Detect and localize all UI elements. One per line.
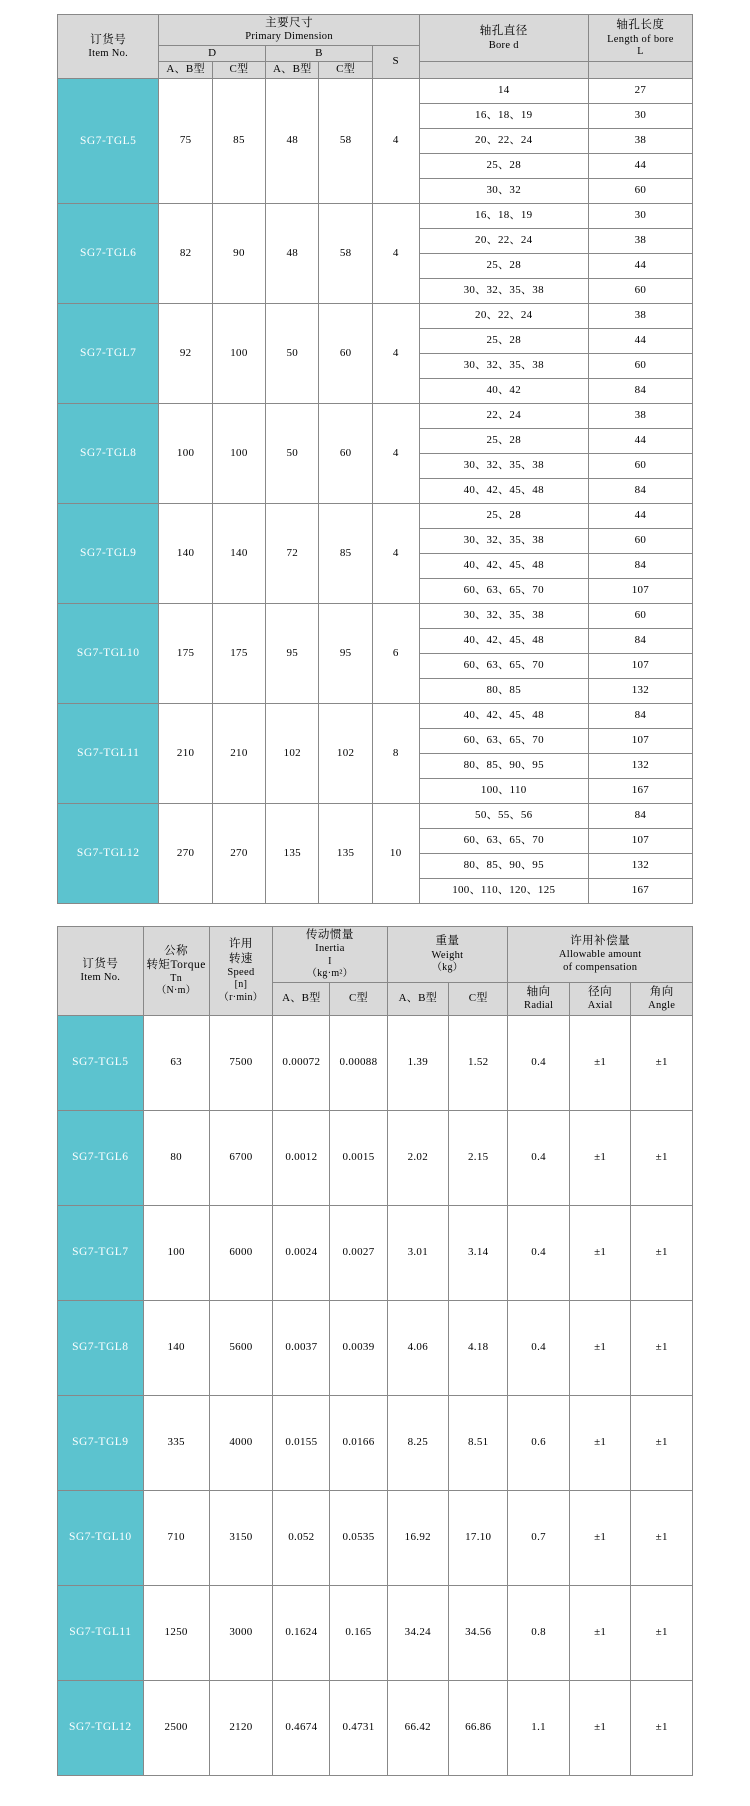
row-b-ab: 95	[266, 604, 319, 704]
row-inertia-ab: 0.0155	[273, 1395, 330, 1490]
row-item-no: SG7-TGL5	[58, 1015, 144, 1110]
row-weight-ab: 3.01	[387, 1205, 449, 1300]
row-bore-l: 132	[588, 754, 692, 779]
row-inertia-c: 0.0039	[330, 1300, 387, 1395]
row-bore-d: 80、85、90、95	[419, 754, 588, 779]
header-compensation	[508, 927, 693, 983]
row-bore-d: 14	[419, 79, 588, 104]
row-bore-d: 100、110、120、125	[419, 879, 588, 904]
table-row	[58, 1300, 693, 1395]
row-radial: 1.1	[508, 1680, 570, 1775]
row-d-c: 100	[212, 404, 265, 504]
header-inertia-ab: A、B型	[273, 982, 330, 1015]
row-b-ab: 48	[266, 79, 319, 204]
row-axial: ±1	[569, 1680, 631, 1775]
row-radial: 0.7	[508, 1490, 570, 1585]
header-inertia-c: C型	[330, 982, 387, 1015]
row-item-no: SG7-TGL8	[58, 1300, 144, 1395]
row-bore-l: 84	[588, 704, 692, 729]
row-weight-c: 8.51	[449, 1395, 508, 1490]
row-s: 4	[372, 504, 419, 604]
row-radial: 0.4	[508, 1015, 570, 1110]
row-bore-d: 20、22、24	[419, 304, 588, 329]
row-torque: 140	[143, 1300, 209, 1395]
row-item-no: SG7-TGL11	[58, 1585, 144, 1680]
header-torque-cn2	[146, 958, 207, 972]
row-angle: ±1	[631, 1585, 693, 1680]
row-angle: ±1	[631, 1205, 693, 1300]
row-item-no: SG7-TGL10	[58, 604, 159, 704]
row-speed: 4000	[209, 1395, 273, 1490]
spec-sheet-page	[0, 14, 750, 1776]
header-speed	[209, 927, 273, 1016]
row-d-ab: 100	[159, 404, 212, 504]
row-d-c: 270	[212, 804, 265, 904]
row-weight-c: 66.86	[449, 1680, 508, 1775]
row-b-ab: 102	[266, 704, 319, 804]
row-s: 4	[372, 79, 419, 204]
row-item-no: SG7-TGL5	[58, 79, 159, 204]
header-weight-unit: （kg）	[431, 961, 464, 973]
row-b-ab: 50	[266, 404, 319, 504]
row-b-ab: 50	[266, 304, 319, 404]
performance-table-head	[58, 927, 693, 1016]
header-item-no-en: Item No.	[88, 48, 129, 60]
row-item-no: SG7-TGL9	[58, 504, 159, 604]
row-s: 8	[372, 704, 419, 804]
row-torque: 1250	[143, 1585, 209, 1680]
performance-table	[57, 926, 693, 1776]
header-length-bore-cn: 轴孔长度	[616, 19, 665, 32]
row-bore-d: 16、18、19	[419, 104, 588, 129]
row-weight-ab: 2.02	[387, 1110, 449, 1205]
row-bore-l: 107	[588, 829, 692, 854]
row-axial: ±1	[569, 1205, 631, 1300]
row-inertia-c: 0.0535	[330, 1490, 387, 1585]
table-row	[58, 204, 693, 229]
row-bore-l: 132	[588, 679, 692, 704]
row-d-c: 140	[212, 504, 265, 604]
table-row	[58, 1015, 693, 1110]
table-row	[58, 1395, 693, 1490]
table-row	[58, 804, 693, 829]
row-axial: ±1	[569, 1300, 631, 1395]
row-inertia-ab: 0.00072	[273, 1015, 330, 1110]
row-bore-d: 80、85	[419, 679, 588, 704]
header-angle	[631, 982, 693, 1015]
row-bore-d: 30、32、35、38	[419, 454, 588, 479]
header-inertia-cn: 传动惯量	[305, 929, 354, 941]
row-bore-d: 25、28	[419, 504, 588, 529]
row-d-ab: 210	[159, 704, 212, 804]
row-speed: 7500	[209, 1015, 273, 1110]
row-radial: 0.8	[508, 1585, 570, 1680]
row-torque: 2500	[143, 1680, 209, 1775]
row-b-c: 58	[319, 79, 372, 204]
row-item-no: SG7-TGL11	[58, 704, 159, 804]
row-inertia-c: 0.0015	[330, 1110, 387, 1205]
row-weight-ab: 34.24	[387, 1585, 449, 1680]
row-bore-d: 40、42、45、48	[419, 554, 588, 579]
row-bore-d: 20、22、24	[419, 229, 588, 254]
header-torque-cn1: 公称	[164, 944, 189, 957]
row-weight-ab: 66.42	[387, 1680, 449, 1775]
header-weight-cn: 重量	[435, 935, 460, 948]
row-item-no: SG7-TGL12	[58, 804, 159, 904]
row-bore-d: 60、63、65、70	[419, 729, 588, 754]
row-axial: ±1	[569, 1110, 631, 1205]
row-bore-d: 50、55、56	[419, 804, 588, 829]
header-speed-sym: [n]	[234, 979, 248, 991]
row-bore-l: 167	[588, 779, 692, 804]
row-inertia-c: 0.4731	[330, 1680, 387, 1775]
row-inertia-ab: 0.0012	[273, 1110, 330, 1205]
row-bore-l: 60	[588, 179, 692, 204]
row-bore-l: 107	[588, 654, 692, 679]
row-bore-l: 84	[588, 554, 692, 579]
row-angle: ±1	[631, 1680, 693, 1775]
header-speed-cn1: 许用	[228, 938, 253, 951]
header-torque-sym: Tn	[170, 972, 182, 984]
row-bore-d: 30、32、35、38	[419, 354, 588, 379]
performance-table-body	[58, 1015, 693, 1775]
header-compensation-en2: of compensation	[563, 962, 638, 974]
table-row	[58, 604, 693, 629]
row-angle: ±1	[631, 1015, 693, 1110]
row-weight-c: 1.52	[449, 1015, 508, 1110]
row-bore-d: 100、110	[419, 779, 588, 804]
table-row	[58, 1110, 693, 1205]
row-d-ab: 82	[159, 204, 212, 304]
row-bore-d: 25、28	[419, 254, 588, 279]
row-weight-ab: 1.39	[387, 1015, 449, 1110]
row-inertia-c: 0.0027	[330, 1205, 387, 1300]
row-speed: 3150	[209, 1490, 273, 1585]
row-weight-c: 3.14	[449, 1205, 508, 1300]
row-bore-d: 20、22、24	[419, 129, 588, 154]
header-speed-unit: （r·min）	[218, 991, 264, 1003]
header-length-spacer	[588, 62, 692, 79]
row-d-ab: 92	[159, 304, 212, 404]
row-bore-l: 84	[588, 804, 692, 829]
header-d-ab-type: A、B型	[159, 62, 212, 79]
row-d-c: 210	[212, 704, 265, 804]
header-bore-d-cn: 轴孔直径	[479, 25, 528, 38]
row-bore-l: 30	[588, 204, 692, 229]
header-item-no-cn: 订货号	[90, 33, 127, 46]
row-bore-d: 40、42	[419, 379, 588, 404]
header-radial-en: Radial	[524, 1000, 554, 1012]
row-bore-d: 25、28	[419, 429, 588, 454]
row-bore-l: 107	[588, 729, 692, 754]
row-b-ab: 48	[266, 204, 319, 304]
row-speed: 5600	[209, 1300, 273, 1395]
row-item-no: SG7-TGL12	[58, 1680, 144, 1775]
row-b-c: 85	[319, 504, 372, 604]
table-row	[58, 1490, 693, 1585]
row-b-c: 58	[319, 204, 372, 304]
row-weight-c: 34.56	[449, 1585, 508, 1680]
row-bore-d: 30、32、35、38	[419, 279, 588, 304]
row-inertia-ab: 0.4674	[273, 1680, 330, 1775]
row-bore-d: 30、32、35、38	[419, 529, 588, 554]
row-angle: ±1	[631, 1490, 693, 1585]
row-bore-l: 27	[588, 79, 692, 104]
row-bore-l: 60	[588, 604, 692, 629]
header-compensation-cn: 许用补偿量	[570, 934, 631, 947]
header-weight-ab: A、B型	[387, 982, 449, 1015]
header-b: B	[266, 45, 373, 62]
row-radial: 0.6	[508, 1395, 570, 1490]
row-d-c: 100	[212, 304, 265, 404]
row-item-no: SG7-TGL10	[58, 1490, 144, 1585]
row-item-no: SG7-TGL7	[58, 1205, 144, 1300]
row-b-c: 135	[319, 804, 372, 904]
header-speed-en: Speed	[227, 967, 255, 979]
row-radial: 0.4	[508, 1205, 570, 1300]
row-bore-d: 22、24	[419, 404, 588, 429]
row-bore-l: 107	[588, 579, 692, 604]
row-bore-d: 25、28	[419, 329, 588, 354]
row-d-ab: 270	[159, 804, 212, 904]
row-inertia-c: 0.00088	[330, 1015, 387, 1110]
table-row	[58, 304, 693, 329]
row-radial: 0.4	[508, 1300, 570, 1395]
table-row	[58, 404, 693, 429]
row-speed: 2120	[209, 1680, 273, 1775]
row-bore-l: 44	[588, 504, 692, 529]
row-item-no: SG7-TGL7	[58, 304, 159, 404]
row-item-no: SG7-TGL6	[58, 204, 159, 304]
row-bore-d: 16、18、19	[419, 204, 588, 229]
header-bore-d-spacer	[419, 62, 588, 79]
header-weight	[387, 927, 508, 983]
row-d-ab: 140	[159, 504, 212, 604]
table-row	[58, 504, 693, 529]
row-torque: 710	[143, 1490, 209, 1585]
dimension-table-wrap	[0, 14, 750, 904]
row-inertia-ab: 0.1624	[273, 1585, 330, 1680]
row-torque: 80	[143, 1110, 209, 1205]
header-item-no-cn: 订货号	[82, 958, 119, 970]
row-bore-d: 40、42、45、48	[419, 704, 588, 729]
row-bore-l: 84	[588, 479, 692, 504]
header-inertia	[273, 927, 387, 983]
row-weight-c: 17.10	[449, 1490, 508, 1585]
row-s: 10	[372, 804, 419, 904]
row-torque: 63	[143, 1015, 209, 1110]
header-item-no-en: Item No.	[80, 972, 121, 984]
row-s: 6	[372, 604, 419, 704]
header-weight-c: C型	[449, 982, 508, 1015]
header-axial	[569, 982, 631, 1015]
row-b-c: 102	[319, 704, 372, 804]
header-length-bore-sym: L	[637, 45, 644, 57]
dimension-table	[57, 14, 693, 904]
header-d-c-type: C型	[212, 62, 265, 79]
header-row-1	[58, 927, 693, 983]
row-bore-l: 30	[588, 104, 692, 129]
table-row	[58, 1585, 693, 1680]
row-angle: ±1	[631, 1300, 693, 1395]
header-row-1	[58, 15, 693, 46]
header-axial-cn: 径向	[588, 985, 613, 998]
table-row	[58, 1680, 693, 1775]
header-d: D	[159, 45, 266, 62]
row-b-c: 60	[319, 304, 372, 404]
row-weight-ab: 16.92	[387, 1490, 449, 1585]
row-b-c: 60	[319, 404, 372, 504]
row-bore-l: 44	[588, 254, 692, 279]
row-torque: 335	[143, 1395, 209, 1490]
row-inertia-ab: 0.0024	[273, 1205, 330, 1300]
header-angle-en: Angle	[648, 1000, 676, 1012]
header-axial-en: Axial	[587, 1000, 613, 1012]
row-torque: 100	[143, 1205, 209, 1300]
row-item-no: SG7-TGL9	[58, 1395, 144, 1490]
row-speed: 6700	[209, 1110, 273, 1205]
header-primary-dimension	[159, 15, 419, 46]
row-axial: ±1	[569, 1490, 631, 1585]
row-bore-l: 132	[588, 854, 692, 879]
row-inertia-ab: 0.0037	[273, 1300, 330, 1395]
row-inertia-c: 0.0166	[330, 1395, 387, 1490]
row-angle: ±1	[631, 1110, 693, 1205]
dimension-table-head	[58, 15, 693, 79]
row-bore-l: 84	[588, 629, 692, 654]
header-inertia-unit: （kg·m²）	[306, 968, 354, 979]
header-compensation-en1: Allowable amount	[558, 949, 642, 961]
row-d-ab: 75	[159, 79, 212, 204]
header-radial	[508, 982, 570, 1015]
row-bore-d: 60、63、65、70	[419, 579, 588, 604]
row-speed: 6000	[209, 1205, 273, 1300]
row-bore-l: 60	[588, 354, 692, 379]
header-torque-unit: （N·m）	[156, 985, 197, 997]
row-bore-d: 25、28	[419, 154, 588, 179]
row-d-c: 90	[212, 204, 265, 304]
table-row	[58, 704, 693, 729]
table-row	[58, 79, 693, 104]
row-bore-d: 30、32	[419, 179, 588, 204]
row-weight-ab: 8.25	[387, 1395, 449, 1490]
row-angle: ±1	[631, 1395, 693, 1490]
row-d-ab: 175	[159, 604, 212, 704]
row-b-ab: 135	[266, 804, 319, 904]
header-angle-cn: 角向	[649, 985, 674, 998]
header-s: S	[372, 45, 419, 79]
row-item-no: SG7-TGL6	[58, 1110, 144, 1205]
row-s: 4	[372, 304, 419, 404]
row-bore-l: 38	[588, 129, 692, 154]
row-inertia-c: 0.165	[330, 1585, 387, 1680]
header-inertia-sym: I	[328, 955, 332, 967]
header-weight-en: Weight	[431, 949, 464, 961]
row-bore-d: 40、42、45、48	[419, 629, 588, 654]
header-b-c-type: C型	[319, 62, 372, 79]
header-length-bore	[588, 15, 692, 62]
row-bore-d: 80、85、90、95	[419, 854, 588, 879]
header-primary-dimension-cn: 主要尺寸	[265, 17, 314, 29]
row-bore-l: 44	[588, 329, 692, 354]
row-bore-l: 84	[588, 379, 692, 404]
row-bore-d: 40、42、45、48	[419, 479, 588, 504]
header-radial-cn: 轴向	[526, 985, 551, 998]
row-bore-l: 44	[588, 154, 692, 179]
row-axial: ±1	[569, 1015, 631, 1110]
row-axial: ±1	[569, 1585, 631, 1680]
header-item-no	[58, 15, 159, 79]
row-s: 4	[372, 204, 419, 304]
header-length-bore-en: Length of bore	[607, 33, 674, 45]
row-radial: 0.4	[508, 1110, 570, 1205]
row-weight-ab: 4.06	[387, 1300, 449, 1395]
header-torque	[143, 927, 209, 1016]
row-bore-l: 38	[588, 404, 692, 429]
row-s: 4	[372, 404, 419, 504]
header-item-no	[58, 927, 144, 1016]
row-item-no: SG7-TGL8	[58, 404, 159, 504]
row-bore-d: 60、63、65、70	[419, 654, 588, 679]
row-bore-d: 60、63、65、70	[419, 829, 588, 854]
performance-table-wrap	[0, 926, 750, 1776]
row-bore-l: 44	[588, 429, 692, 454]
row-weight-c: 2.15	[449, 1110, 508, 1205]
row-inertia-ab: 0.052	[273, 1490, 330, 1585]
row-bore-l: 60	[588, 454, 692, 479]
row-bore-d: 30、32、35、38	[419, 604, 588, 629]
header-primary-dimension-en: Primary Dimension	[245, 31, 333, 43]
table-row	[58, 1205, 693, 1300]
header-torque-cn2-text: 转矩	[146, 959, 171, 972]
header-inertia-en: Inertia	[315, 943, 345, 955]
header-bore-d	[419, 15, 588, 62]
row-b-ab: 72	[266, 504, 319, 604]
row-bore-l: 38	[588, 229, 692, 254]
dimension-table-body	[58, 79, 693, 904]
row-speed: 3000	[209, 1585, 273, 1680]
row-d-c: 175	[212, 604, 265, 704]
header-speed-cn2: 转速	[228, 952, 253, 965]
row-bore-l: 60	[588, 279, 692, 304]
header-bore-d-en: Bore d	[488, 39, 519, 51]
row-axial: ±1	[569, 1395, 631, 1490]
row-bore-l: 60	[588, 529, 692, 554]
row-bore-l: 167	[588, 879, 692, 904]
row-bore-l: 38	[588, 304, 692, 329]
header-b-ab-type: A、B型	[266, 62, 319, 79]
row-b-c: 95	[319, 604, 372, 704]
header-torque-en: Torque	[170, 959, 206, 972]
row-d-c: 85	[212, 79, 265, 204]
row-weight-c: 4.18	[449, 1300, 508, 1395]
